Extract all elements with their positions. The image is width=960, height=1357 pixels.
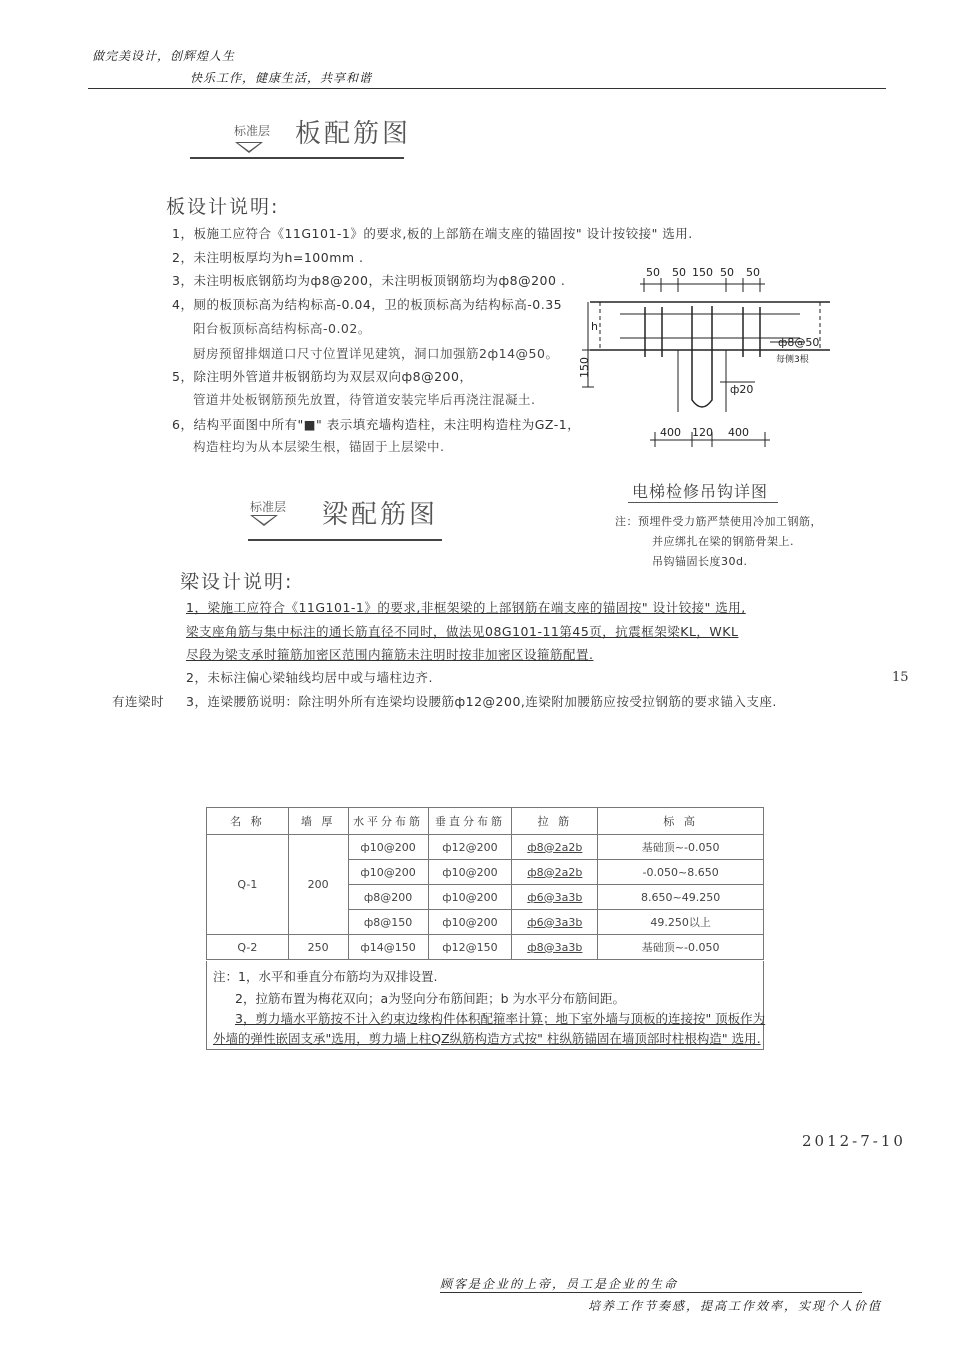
- beam-note-1: 1，梁施工应符合《11G101-1》的要求,非框架梁的上部钢筋在端支座的锚固按" 设计铰接" 选用,: [186, 600, 746, 615]
- detail-note-1: 注：预埋件受力筋严禁使用冷加工钢筋，: [615, 515, 822, 528]
- cell: ф6@3a3b: [512, 885, 598, 910]
- cell: ф8@2a2b: [512, 860, 598, 885]
- cell: -0.050~8.650: [598, 860, 764, 885]
- slab-note-5b: 管道井处板钢筋预先放置，待管道安装完毕后再浇注混凝土.: [193, 392, 536, 407]
- detail-title: 电梯检修吊钩详图: [632, 482, 769, 501]
- bottom-dim-3: 400: [728, 426, 749, 439]
- beam-note-2: 2，未标注偏心梁轴线均居中或与墙柱边齐.: [186, 670, 433, 685]
- header-rule: [88, 88, 886, 89]
- slab-note-4: 4，厕的板顶标高为结构标高-0.04，卫的板顶标高为结构标高-0.35: [172, 297, 563, 312]
- side-dim-h: h: [591, 320, 598, 333]
- slab-title: 板配筋图: [295, 119, 412, 149]
- side-dim-150: 150: [578, 357, 591, 378]
- top-dim-2: 50: [672, 266, 686, 279]
- cell: ф12@150: [428, 935, 512, 960]
- cell: 250: [288, 935, 348, 960]
- header-slogan-1: 做完美设计，创辉煌人生: [92, 49, 236, 63]
- header-name: 名 称: [207, 808, 289, 835]
- beam-title-rule: [248, 539, 442, 541]
- cell: ф8@200: [348, 885, 428, 910]
- q2-name: Q-2: [207, 935, 289, 960]
- table-note-3: 3，剪力墙水平筋按不计入约束边缘构件体积配箍率计算；地下室外墙与顶板的连接按" 顶板作为: [235, 1011, 766, 1026]
- slab-note-4c: 厨房预留排烟道口尺寸位置详见建筑，洞口加强筋2ф14@50。: [193, 346, 559, 361]
- cell: ф12@200: [428, 835, 512, 860]
- q1-name: Q-1: [207, 835, 289, 935]
- slab-note-5: 5，除注明外管道井板钢筋均为双层双向ф8@200，: [172, 369, 473, 384]
- cell: 49.250以上: [598, 910, 764, 935]
- elevator-hook-detail-drawing: [580, 262, 850, 452]
- beam-level-label: 标准层: [250, 500, 287, 514]
- hook-label: ф20: [730, 383, 754, 396]
- cell: ф6@3a3b: [512, 910, 598, 935]
- footer-rule: [440, 1292, 862, 1293]
- table-note-1: 注：1，水平和垂直分布筋均为双排设置.: [213, 969, 438, 984]
- slab-level-label: 标准层: [234, 124, 271, 138]
- detail-note-3: 吊钩锚固长度30d.: [652, 555, 748, 568]
- cell: 基础顶~-0.050: [598, 835, 764, 860]
- section-marker-icon: [250, 515, 278, 526]
- table-note-2: 2，拉筋布置为梅花双向；a为竖向分布筋间距；b 为水平分布筋间距。: [235, 991, 626, 1006]
- slab-title-rule: [190, 157, 404, 159]
- footer-slogan-1: 顾客是企业的上帝，员工是企业的生命: [440, 1277, 679, 1291]
- cell: ф10@200: [348, 835, 428, 860]
- slab-note-6b: 构造柱均为从本层梁生根，锚固于上层梁中.: [193, 439, 445, 454]
- cell: 基础顶~-0.050: [598, 935, 764, 960]
- top-dim-5: 50: [746, 266, 760, 279]
- cell: ф14@150: [348, 935, 428, 960]
- beam-note-3: 3，连梁腰筋说明：除注明外所有连梁均设腰筋ф12@200,连梁附加腰筋应按受拉钢筋的要求锚入支座.: [186, 694, 777, 709]
- header-tie: 拉 筋: [512, 808, 598, 835]
- slab-note-6: 6，结构平面图中所有"■" 表示填充墙构造柱，未注明构造柱为GZ-1，: [172, 417, 581, 432]
- top-dim-1: 50: [646, 266, 660, 279]
- q1-thickness: 200: [288, 835, 348, 935]
- cell: ф10@200: [348, 860, 428, 885]
- table-notes-box: [206, 961, 764, 1050]
- cell: ф10@200: [428, 885, 512, 910]
- beam-side-label: 有连梁时: [112, 694, 165, 709]
- table-header-row: [207, 808, 764, 835]
- top-dim-3: 150: [692, 266, 713, 279]
- header-slogan-2: 快乐工作，健康生活，共享和谐: [190, 71, 373, 85]
- cell: ф10@200: [428, 860, 512, 885]
- page-number: 15: [892, 670, 909, 685]
- drawing-date: 2012-7-10: [802, 1132, 906, 1150]
- rebar-label: ф8@50: [778, 336, 820, 349]
- slab-note-4b: 阳台板顶标高结构标高-0.02。: [193, 321, 371, 336]
- detail-note-2: 并应绑扎在梁的钢筋骨架上.: [652, 535, 794, 548]
- cell: ф10@200: [428, 910, 512, 935]
- wall-reinforcement-table: [206, 807, 764, 960]
- beam-title: 梁配筋图: [322, 500, 439, 530]
- slab-subtitle: 板设计说明:: [166, 196, 280, 218]
- cell: 8.650~49.250: [598, 885, 764, 910]
- beam-note-1c: 尽段为梁支承时箍筋加密区范围内箍筋未注明时按非加密区设箍筋配置.: [186, 647, 594, 662]
- bottom-dim-2: 120: [692, 426, 713, 439]
- slab-note-3: 3，未注明板底钢筋均为ф8@200，未注明板顶钢筋均为ф8@200 .: [172, 273, 566, 288]
- top-dim-4: 50: [720, 266, 734, 279]
- slab-note-2: 2，未注明板厚均为h=100mm .: [172, 250, 364, 265]
- header-elevation: 标 高: [598, 808, 764, 835]
- cell: ф8@150: [348, 910, 428, 935]
- beam-note-1b: 梁支座角筋与集中标注的通长筋直径不同时，做法见08G101-11第45页，抗震框架梁KL，WKL: [186, 624, 739, 639]
- rebar-sub-label: 每侧3根: [776, 355, 809, 365]
- table-row: [207, 935, 764, 960]
- beam-subtitle: 梁设计说明:: [180, 571, 294, 593]
- table-note-3b: 外墙的弹性嵌固支承"选用，剪力墙上柱QZ纵筋构造方式按" 柱纵筋锚固在墙顶部时柱根构造" 选用.: [213, 1031, 761, 1046]
- header-horizontal: 水平分布筋: [348, 808, 428, 835]
- header-thickness: 墙 厚: [288, 808, 348, 835]
- footer-slogan-2: 培养工作节奏感，提高工作效率，实现个人价值: [588, 1299, 883, 1313]
- header-vertical: 垂直分布筋: [428, 808, 512, 835]
- cell: ф8@2a2b: [512, 835, 598, 860]
- table-row: [207, 835, 764, 860]
- bottom-dim-1: 400: [660, 426, 681, 439]
- slab-note-1: 1，板施工应符合《11G101-1》的要求,板的上部筋在端支座的锚固按" 设计按铰接" 选用.: [172, 226, 693, 241]
- cell: ф8@3a3b: [512, 935, 598, 960]
- section-marker-icon: [235, 142, 263, 153]
- detail-title-rule: [628, 502, 778, 503]
